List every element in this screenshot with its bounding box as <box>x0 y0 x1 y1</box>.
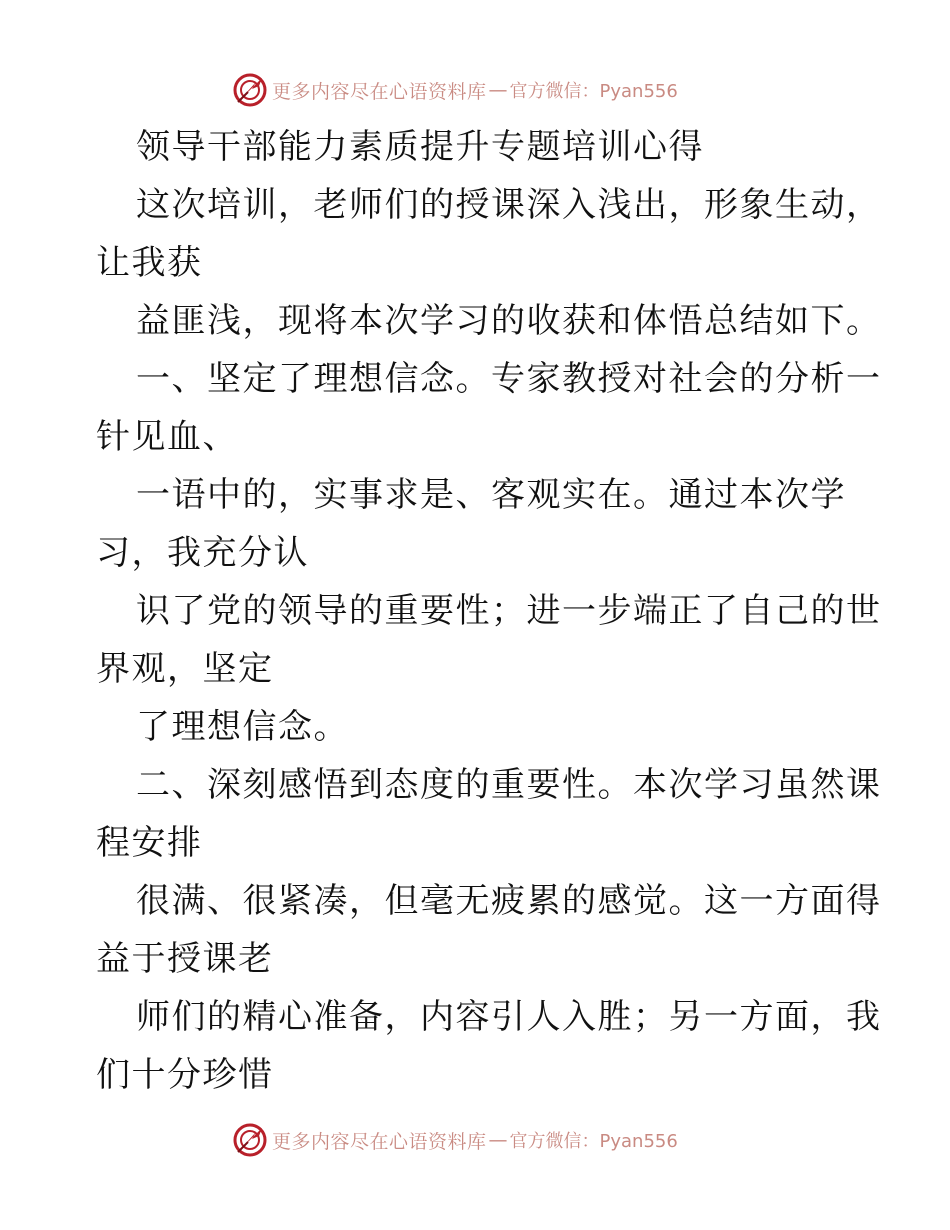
text-line: 很满、很紧凑，但毫无疲累的感觉。这一方面得 <box>136 881 882 921</box>
text-line: 这次培训，老师们的授课深入浅出，形象生动， <box>136 185 882 225</box>
watermark-main-text: 更多内容尽在心语资料库 <box>272 1130 487 1153</box>
section-heading-line: 二、深刻感悟到态度的重要性。本次学习虽然课 <box>136 765 882 805</box>
watermark-main-text: 更多内容尽在心语资料库 <box>272 80 487 103</box>
watermark-dash: — <box>488 79 508 101</box>
text-line: 益匪浅，现将本次学习的收获和体悟总结如下。 <box>136 301 882 341</box>
watermark-dash: — <box>488 1129 508 1151</box>
text-line: 一语中的，实事求是、客观实在。通过本次学 <box>136 475 846 515</box>
watermark-contact-text: 官方微信：Pyan556 <box>509 1131 678 1152</box>
quill-logo-icon <box>232 72 268 108</box>
text-line: 界观，坚定 <box>96 649 274 689</box>
text-line: 习，我充分认 <box>96 533 309 573</box>
text-line: 程安排 <box>96 823 203 863</box>
text-line: 师们的精心准备，内容引人入胜；另一方面，我 <box>136 997 882 1037</box>
text-line: 了理想信念。 <box>136 707 349 747</box>
text-line: 让我获 <box>96 243 203 283</box>
document-title: 领导干部能力素质提升专题培训心得 <box>136 127 704 167</box>
document-body <box>96 118 882 1104</box>
text-line: 们十分珍惜 <box>96 1055 274 1095</box>
section-heading-line: 一、坚定了理想信念。专家教授对社会的分析一 <box>136 359 882 399</box>
text-line: 识了党的领导的重要性；进一步端正了自己的世 <box>136 591 882 631</box>
watermark-banner-top <box>232 72 678 108</box>
watermark-contact-text: 官方微信：Pyan556 <box>509 81 678 102</box>
text-line: 益于授课老 <box>96 939 274 979</box>
text-line: 针见血、 <box>96 417 238 457</box>
watermark-banner-bottom <box>232 1122 678 1158</box>
quill-logo-icon <box>232 1122 268 1158</box>
